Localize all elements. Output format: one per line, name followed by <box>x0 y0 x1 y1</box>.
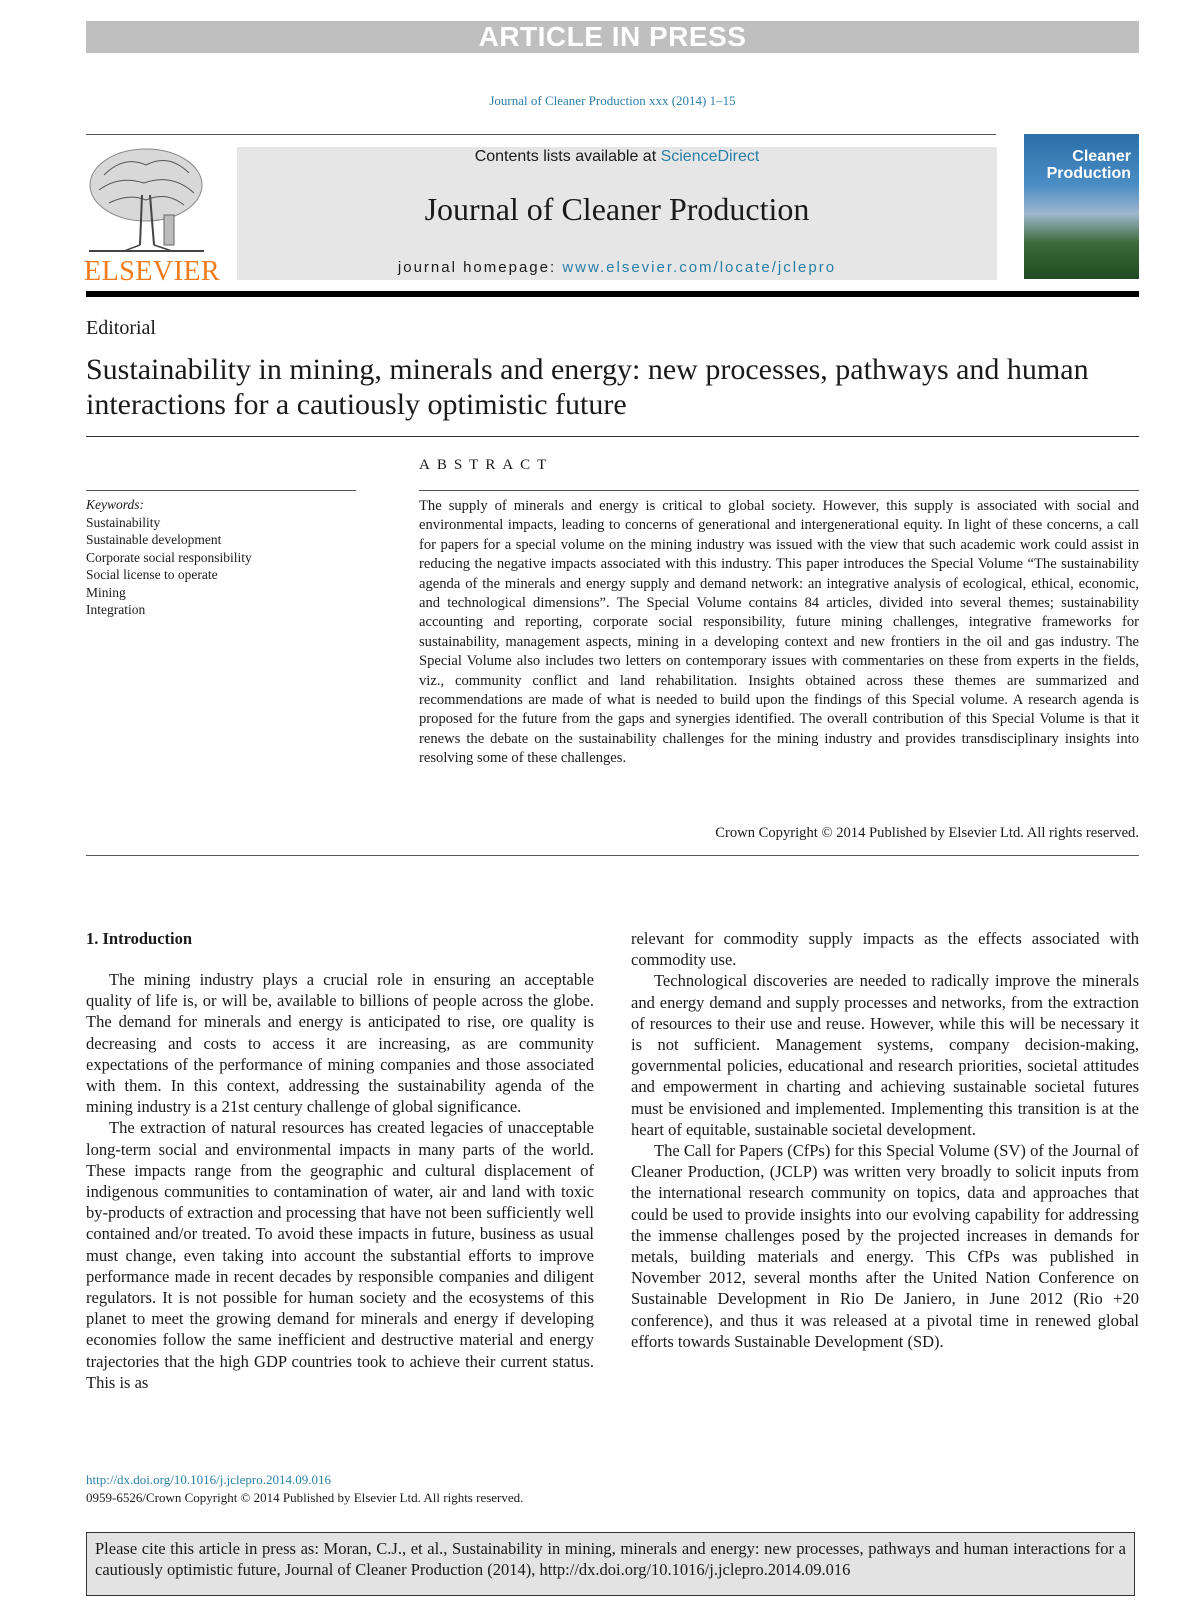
doi-link[interactable]: http://dx.doi.org/10.1016/j.jclepro.2014.09.016 <box>86 1472 331 1487</box>
abstract-body: The supply of minerals and energy is critical to global society. However, this supply is associated with social and environmental impacts, leading to concerns of generational and intergenerational equity. In light of these concerns, a call for papers for a special volume on the mining industry was issued with the view that such academic work could assist in reducing the negative impacts associated with this industry. This paper introduces the Special Volume “The sustainability agenda of the minerals and energy supply and demand network: an integrative analysis of ecological, ethical, economic, and technological dimensions”. The Special Volume contains 84 articles, divided into several themes; sustainability accounting and reporting, corporate social responsibility, future mining challenges, integrative frameworks for sustainability, management aspects, mining in a developing context and new frontiers in the oil and gas industry. The Special Volume also includes two letters on contemporary issues with commentaries on these from experts in the fields, viz., community conflict and land rehabilitation. Insights obtained across these themes are summarized and recommendations are made of what is needed to build upon the findings of this Special volume. A research agenda is proposed for the future from the gaps and synergies identified. The overall contribution of this Special Volume is that it renews the debate on the sustainability challenges for the mining industry and provides transdisciplinary insights into resolving some of these challenges. <box>419 498 1139 767</box>
journal-title: Journal of Cleaner Production <box>424 191 810 227</box>
cover-title <box>1047 148 1131 182</box>
masthead-thick-rule <box>86 291 1139 297</box>
article-title: Sustainability in mining, minerals and energy: new processes, pathways and human interactions for a cautiously optimistic future <box>86 353 1089 421</box>
body-column-right <box>631 928 1139 1352</box>
article-type-label: Editorial <box>86 317 156 339</box>
journal-masthead <box>237 147 997 280</box>
abstract-bottom-divider <box>86 855 1139 856</box>
issn-copyright-line: 0959-6526/Crown Copyright © 2014 Published by Elsevier Ltd. All rights reserved. <box>86 1490 524 1505</box>
body-column-left <box>86 928 594 1393</box>
cover-title-line1: Cleaner <box>1072 148 1131 165</box>
header-divider <box>86 134 996 135</box>
article-in-press-banner: ARTICLE IN PRESS <box>86 21 1139 53</box>
keyword-item: Integration <box>86 602 146 617</box>
body-paragraph: The extraction of natural resources has created legacies of unacceptable long-term social and environmental impacts in many parts of the world. These impacts range from the geographic and cultural displacement of indigenous communities to contamination of water, air and land with toxic by-products of extraction and processing that have not been sufficiently well contained and/or treated. To avoid these impacts in future, business as usual must change, even taking into account the substantial efforts to improve performance made in recent decades by responsible companies and diligent regulators. It is not possible for human society and the ecosystems of this planet to meet the growing demand for minerals and energy if developing economies follow the same inefficient and destructive material and energy trajectories that the high GDP countries took to achieve their current status. This is as <box>86 1118 594 1392</box>
keywords-label: Keywords: <box>86 497 144 512</box>
keyword-item: Social license to operate <box>86 567 218 582</box>
sciencedirect-link[interactable]: ScienceDirect <box>660 148 760 165</box>
abstract-heading: ABSTRACT <box>419 457 554 473</box>
keyword-item: Sustainability <box>86 514 161 530</box>
journal-homepage-line <box>237 259 997 276</box>
homepage-prefix: journal homepage: <box>397 259 563 276</box>
journal-homepage-link[interactable]: www.elsevier.com/locate/jclepro <box>562 259 837 276</box>
body-paragraph: relevant for commodity supply impacts as the effects associated with commodity use. <box>631 929 1139 970</box>
keyword-item: Sustainable development <box>86 532 222 547</box>
journal-cover-image <box>1024 134 1139 279</box>
section-heading-introduction: 1. Introduction <box>86 929 193 948</box>
contents-available-line <box>237 147 997 167</box>
body-paragraph: The Call for Papers (CfPs) for this Special Volume (SV) of the Journal of Cleaner Production, (JCLP) was written very broadly to solicit inputs from the international research community on topics, data and approaches that could be used to provide insights into our evolving capability for addressing the immense challenges posed by the projected increases in demands for metals, building materials and energy. This CfPs was published in November 2012, several months after the United Nation Conference on Sustainable Development in Rio De Janiero, in June 2012 (Rio +20 conference), and thus it was released at a pivotal time in renewed global efforts towards Sustainable Development (SD). <box>631 1141 1139 1351</box>
journal-reference-link[interactable]: Journal of Cleaner Production xxx (2014) 1–15 <box>489 93 736 108</box>
keyword-item: Corporate social responsibility <box>86 549 252 565</box>
cover-title-line2: Production <box>1046 165 1131 182</box>
keyword-item: Mining <box>86 584 126 600</box>
title-divider <box>86 436 1139 437</box>
abstract-divider <box>419 490 1139 491</box>
publisher-wordmark: ELSEVIER <box>84 256 221 287</box>
contents-prefix: Contents lists available at <box>474 148 661 165</box>
body-paragraph: Technological discoveries are needed to radically improve the minerals and energy demand and supply processes and networks, from the extraction of resources to their use and reuse. However, while this will be necessary it is not sufficient. Management systems, company decision-making, governmental policies, educational and research priorities, societal attitudes and empowerment in charting and achieving sustainable societal futures must be envisioned and implemented. Implementing this transition is at the heart of equitable, sustainable societal development. <box>631 971 1139 1139</box>
citation-box: Please cite this article in press as: Moran, C.J., et al., Sustainability in mining, minerals and energy: new processes, pathways and human interactions for a cautiously optimistic future, Journal of Cleaner Production (2014), http://dx.doi.org/10.1016/j.jclepro.2014.09.016 <box>86 1532 1135 1596</box>
abstract-copyright: Crown Copyright © 2014 Published by Elsevier Ltd. All rights reserved. <box>715 825 1139 841</box>
keywords-block <box>86 496 252 619</box>
body-paragraph: The mining industry plays a crucial role in ensuring an acceptable quality of life is, or will be, available to billions of people across the globe. The demand for minerals and energy is anticipated to rise, ore quality is decreasing and costs to access it are increasing, as are community expectations of the performance of mining companies and those associated with them. In this context, addressing the sustainability agenda of the mining industry is a 21st century challenge of global significance. <box>86 970 594 1117</box>
keywords-divider <box>86 490 356 491</box>
